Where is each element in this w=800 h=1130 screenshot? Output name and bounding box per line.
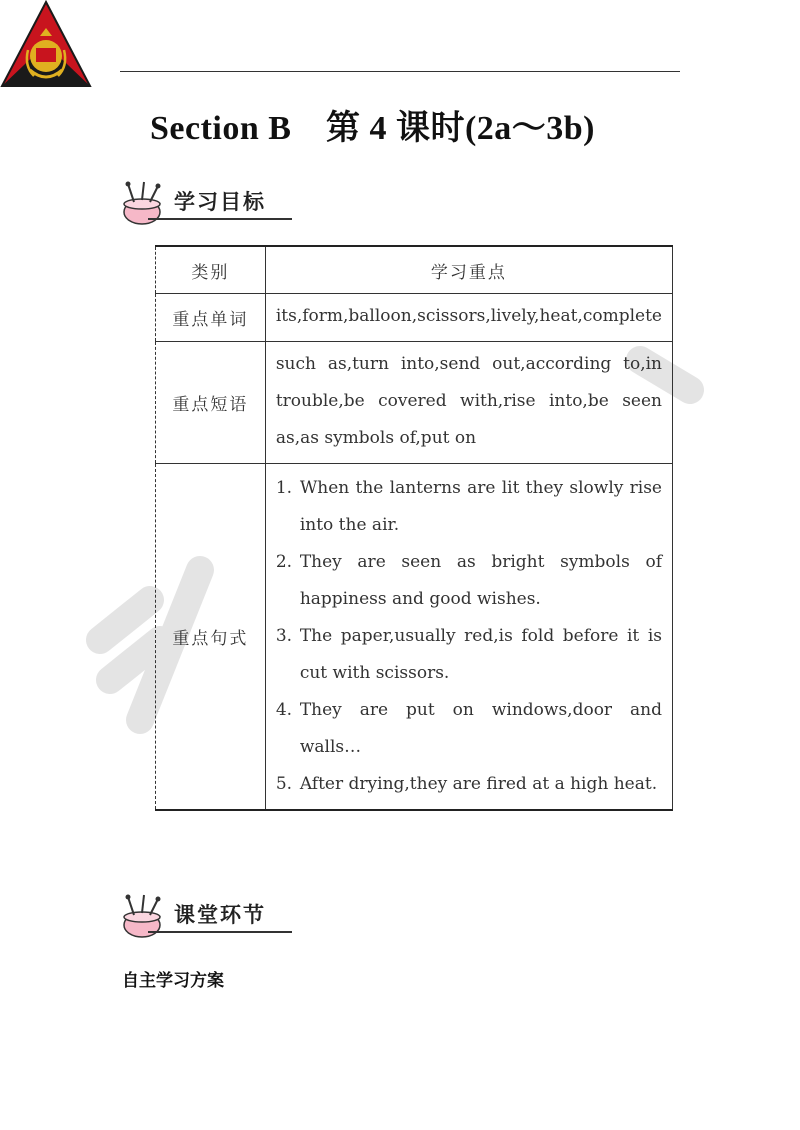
list-item <box>276 618 662 692</box>
sentence-text: After drying,they are fired at a high heat. <box>299 774 658 794</box>
class-section-heading <box>118 893 298 937</box>
school-crest-logo-icon <box>0 0 92 88</box>
header-rule <box>120 71 680 72</box>
sentence-list <box>276 470 662 803</box>
row-category-phrases: 重点短语 <box>156 342 266 464</box>
sentence-text: The paper,usually red,is fold before it is cut with scissors. <box>299 626 662 683</box>
self-study-heading: 自主学习方案 <box>122 971 224 991</box>
sentence-number: 4. <box>275 700 293 720</box>
table-row-words <box>156 294 673 342</box>
goals-section-heading <box>118 180 298 224</box>
sentence-text: They are put on windows,door and walls… <box>299 700 662 757</box>
list-item <box>276 544 662 618</box>
goals-heading-label: 学习目标 <box>174 190 266 214</box>
header-focus: 学习重点 <box>265 246 672 294</box>
class-heading-label: 课堂环节 <box>174 903 266 927</box>
page-title: Section B 第 4 课时(2a～3b) <box>150 110 595 147</box>
table-row-sentences <box>156 464 673 811</box>
table-header-row <box>156 246 673 294</box>
goals-heading-underline <box>148 218 292 220</box>
sentence-number: 2. <box>275 552 293 572</box>
sentence-number: 3. <box>275 626 293 646</box>
class-heading-underline <box>148 931 292 933</box>
sentence-text: They are seen as bright symbols of happiness and good wishes. <box>299 552 662 609</box>
learning-goals-table <box>155 245 673 811</box>
sentence-text: When the lanterns are lit they slowly rise into the air. <box>299 478 662 535</box>
list-item <box>276 766 662 803</box>
row-content-phrases: such as,turn into,send out,according to,in trouble,be covered with,rise into,be seen as,as symbols of,put on <box>265 342 672 464</box>
list-item <box>276 692 662 766</box>
list-item <box>276 470 662 544</box>
row-category-sentences: 重点句式 <box>156 464 266 811</box>
sentence-number: 5. <box>275 774 293 794</box>
header-category: 类别 <box>156 246 266 294</box>
table-row-phrases <box>156 342 673 464</box>
row-content-words: its,form,balloon,scissors,lively,heat,complete <box>265 294 672 342</box>
row-content-sentences <box>265 464 672 811</box>
row-category-words: 重点单词 <box>156 294 266 342</box>
sentence-number: 1. <box>275 478 293 498</box>
